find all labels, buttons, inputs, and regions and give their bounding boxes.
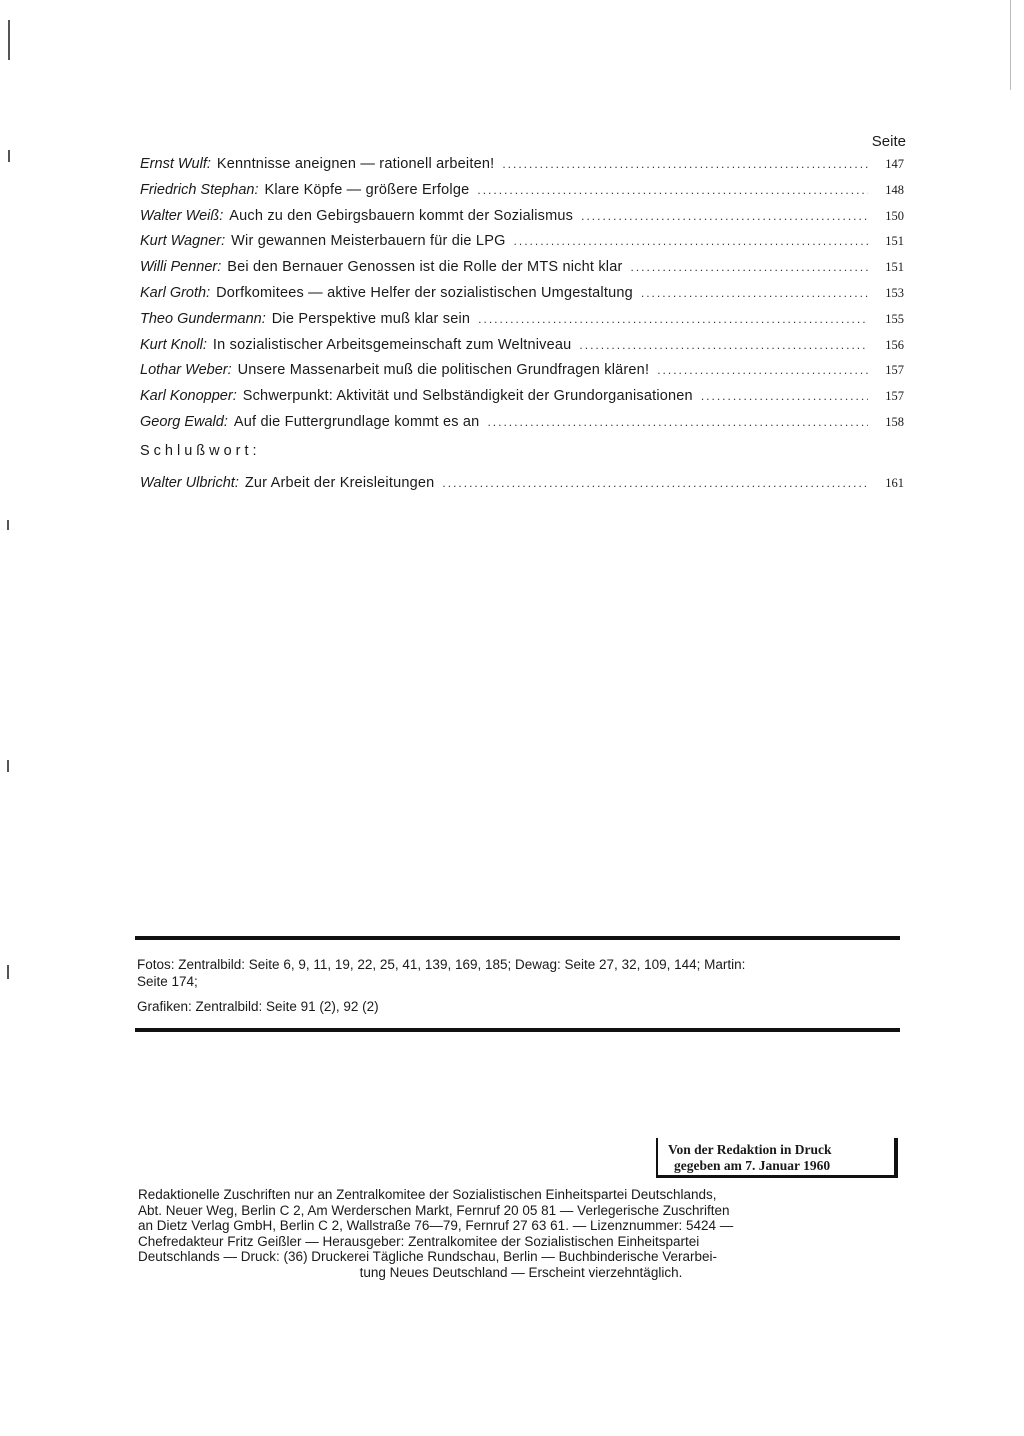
toc-entry [140, 156, 904, 182]
imprint-line: Abt. Neuer Weg, Berlin C 2, Am Werderschen Markt, Fernruf 20 05 81 — Verlegerische Zuschriften [138, 1202, 730, 1218]
dot-leader [579, 338, 868, 352]
dot-leader [502, 157, 868, 171]
toc-author: Willi Penner : [140, 259, 221, 275]
toc-author: Georg Ewald : [140, 414, 228, 430]
toc-entry [140, 337, 904, 363]
toc-author: Friedrich Stephan : [140, 182, 258, 198]
toc-page-number: 155 [885, 311, 904, 326]
toc-title: In sozialistischer Arbeitsgemeinschaft zum Weltniveau [212, 336, 572, 353]
toc-title: Dorfkomitees — aktive Helfer der sozialistischen Umgestaltung [216, 284, 633, 301]
schlusswort-section [140, 475, 904, 501]
toc-title: Wir gewannen Meisterbauern für die LPG [231, 233, 506, 250]
toc-entry [140, 208, 904, 234]
fotos-credit: Fotos: Zentralbild: Seite 6, 9, 11, 19, 22, 25, 41, 139, 169, 185; Dewag: Seite 27, 32, 109, 144; Martin: [137, 957, 746, 972]
toc-author: Lothar Weber : [140, 362, 232, 378]
toc-page-number: 153 [885, 285, 904, 300]
dot-leader [477, 183, 868, 197]
toc-entry [140, 414, 904, 440]
dot-leader [581, 209, 868, 223]
toc-title: Kenntnisse aneignen — rationell arbeiten! [216, 156, 495, 172]
toc-author: Walter Weiß : [140, 208, 223, 224]
toc-author: Kurt Knoll : [140, 337, 207, 353]
toc-title: Klare Köpfe — größere Erfolge [264, 181, 470, 198]
page-column-header: Seite [871, 133, 906, 150]
dot-leader [442, 476, 868, 490]
toc-entry [140, 285, 904, 311]
print-date-line: Von der Redaktion in Druck [668, 1142, 832, 1157]
toc-author: Ernst Wulf : [140, 156, 211, 172]
toc-author: Theo Gundermann : [140, 311, 266, 327]
imprint-line: tung Neues Deutschland — Erscheint vierzehntäglich. [359, 1264, 683, 1280]
dot-leader [478, 312, 868, 326]
table-of-contents [140, 156, 904, 440]
dot-leader [514, 234, 868, 248]
imprint-line: Redaktionelle Zuschriften nur an Zentralkomitee der Sozialistischen Einheitspartei Deutschlands, [138, 1187, 717, 1202]
toc-page-number: 157 [885, 363, 904, 378]
toc-page-number: 151 [885, 234, 904, 249]
toc-entry [140, 259, 904, 285]
print-date-line: gegeben am 7. Januar 1960 [674, 1158, 831, 1173]
toc-page-number: 156 [885, 337, 904, 352]
dot-leader [631, 260, 869, 274]
divider-rule [135, 1028, 900, 1032]
toc-page-number: 148 [885, 182, 904, 197]
imprint-line: an Dietz Verlag GmbH, Berlin C 2, Wallstraße 76—79, Fernruf 27 63 61. — Lizenznummer: 5424 — [138, 1218, 734, 1233]
imprint-line: Deutschlands — Druck: (36) Druckerei Tägliche Rundschau, Berlin — Buchbinderische Verarbei- [138, 1249, 718, 1264]
toc-page-number: 150 [885, 208, 904, 223]
toc-title: Auf die Futtergrundlage kommt es an [233, 413, 480, 430]
toc-entry [140, 362, 904, 388]
toc-title: Schwerpunkt: Aktivität und Selbständigkeit der Grundorganisationen [242, 388, 693, 405]
imprint-line: Chefredakteur Fritz Geißler — Herausgeber: Zentralkomitee der Sozialistischen Einheitspartei [138, 1233, 700, 1249]
toc-author: Kurt Wagner : [140, 233, 225, 249]
toc-entry [140, 233, 904, 259]
fotos-credit-continued: Seite 174; [137, 974, 198, 989]
toc-page-number: 147 [885, 157, 904, 171]
toc-title: Auch zu den Gebirgsbauern kommt der Sozialismus [229, 207, 574, 224]
toc-author: Walter Ulbricht : [140, 475, 239, 491]
toc-title: Bei den Bernauer Genossen ist die Rolle der MTS nicht klar [227, 259, 623, 276]
toc-title: Unsere Massenarbeit muß die politischen Grundfragen klären! [237, 362, 650, 379]
toc-page-number: 161 [885, 476, 904, 490]
toc-entry [140, 182, 904, 208]
print-date-box [656, 1138, 898, 1178]
imprint [138, 1187, 904, 1280]
schlusswort-heading: Schlußwort: [140, 443, 261, 459]
toc-entry [140, 388, 904, 414]
divider-rule [135, 936, 900, 940]
toc-title: Die Perspektive muß klar sein [271, 310, 471, 327]
toc-author: Karl Konopper : [140, 388, 237, 404]
dot-leader [657, 363, 868, 377]
toc-page-number: 151 [885, 260, 904, 275]
grafiken-credit: Grafiken: Zentralbild: Seite 91 (2), 92 (2) [137, 999, 379, 1014]
dot-leader [487, 415, 868, 429]
toc-title: Zur Arbeit der Kreisleitungen [244, 475, 435, 491]
dot-leader [641, 286, 868, 300]
toc-page-number: 158 [885, 414, 904, 429]
toc-page-number: 157 [885, 389, 904, 404]
toc-entry [140, 311, 904, 337]
toc-author: Karl Groth : [140, 285, 210, 301]
dot-leader [701, 389, 868, 403]
toc-entry [140, 475, 904, 501]
image-credits [137, 956, 903, 1015]
